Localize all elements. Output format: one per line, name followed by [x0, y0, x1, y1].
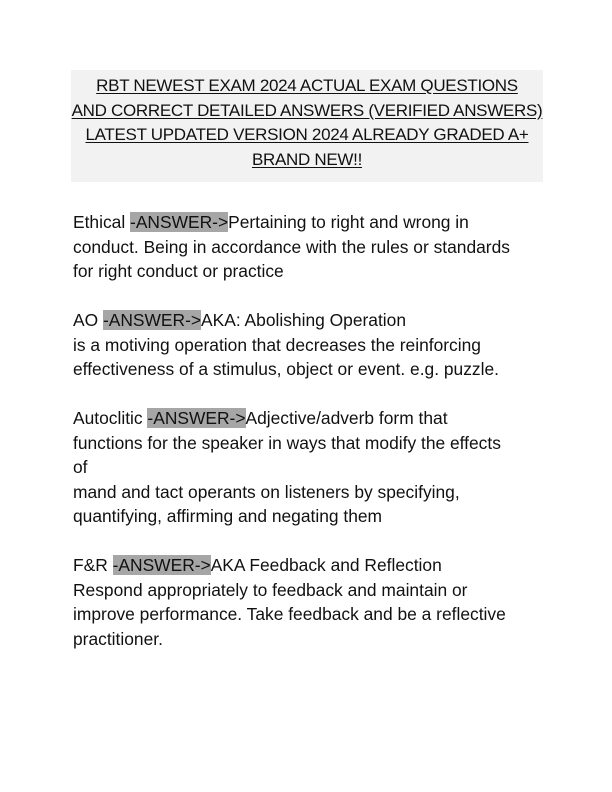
answer-marker: -ANSWER-> [130, 212, 229, 232]
entry-first-line [73, 406, 543, 431]
term: F&R [73, 555, 113, 575]
answer-line: is a motiving operation that decreases the reinforcing [73, 334, 481, 355]
qa-list [73, 210, 543, 676]
answer-line: functions for the speaker in ways that modify the effects [73, 432, 501, 453]
title-line: AND CORRECT DETAILED ANSWERS (VERIFIED ANSWERS) [71, 100, 543, 120]
entry-first-line [73, 210, 543, 235]
answer-line: practitioner. [73, 628, 163, 649]
document-title [71, 70, 543, 172]
title-line: BRAND NEW!! [251, 149, 363, 169]
answer-line: mand and tact operants on listeners by specifying, [73, 481, 460, 502]
answer-line: of [73, 457, 88, 477]
term: Ethical [73, 212, 131, 232]
qa-entry-ethical [73, 210, 543, 284]
answer-text: AKA: Abolishing Operation [201, 310, 406, 330]
qa-entry-autoclitic [73, 406, 543, 529]
qa-entry-f-and-r [73, 553, 543, 651]
answer-line: conduct. Being in accordance with the rules or standards [73, 236, 510, 257]
entry-first-line [73, 308, 543, 333]
title-line: RBT NEWEST EXAM 2024 ACTUAL EXAM QUESTIONS [96, 76, 518, 95]
answer-text: AKA Feedback and Reflection [210, 555, 442, 575]
term: AO [73, 310, 103, 330]
term: Autoclitic [73, 408, 148, 428]
title-line: LATEST UPDATED VERSION 2024 ALREADY GRADED A+ [85, 125, 529, 144]
answer-text: Adjective/adverb form that [245, 408, 448, 428]
answer-line: effectiveness of a stimulus, object or event. e.g. puzzle. [73, 359, 499, 379]
answer-line: Respond appropriately to feedback and maintain or [73, 579, 468, 600]
answer-marker: -ANSWER-> [102, 310, 202, 330]
qa-entry-ao [73, 308, 543, 382]
answer-line: improve performance. Take feedback and be a reflective [73, 604, 506, 624]
answer-line: for right conduct or practice [73, 261, 284, 281]
answer-text: Pertaining to right and wrong in [228, 212, 469, 232]
entry-first-line [73, 553, 543, 578]
answer-marker: -ANSWER-> [112, 555, 211, 575]
document-title-box [71, 70, 543, 182]
answer-marker: -ANSWER-> [147, 408, 246, 428]
answer-line: quantifying, affirming and negating them [73, 506, 383, 526]
